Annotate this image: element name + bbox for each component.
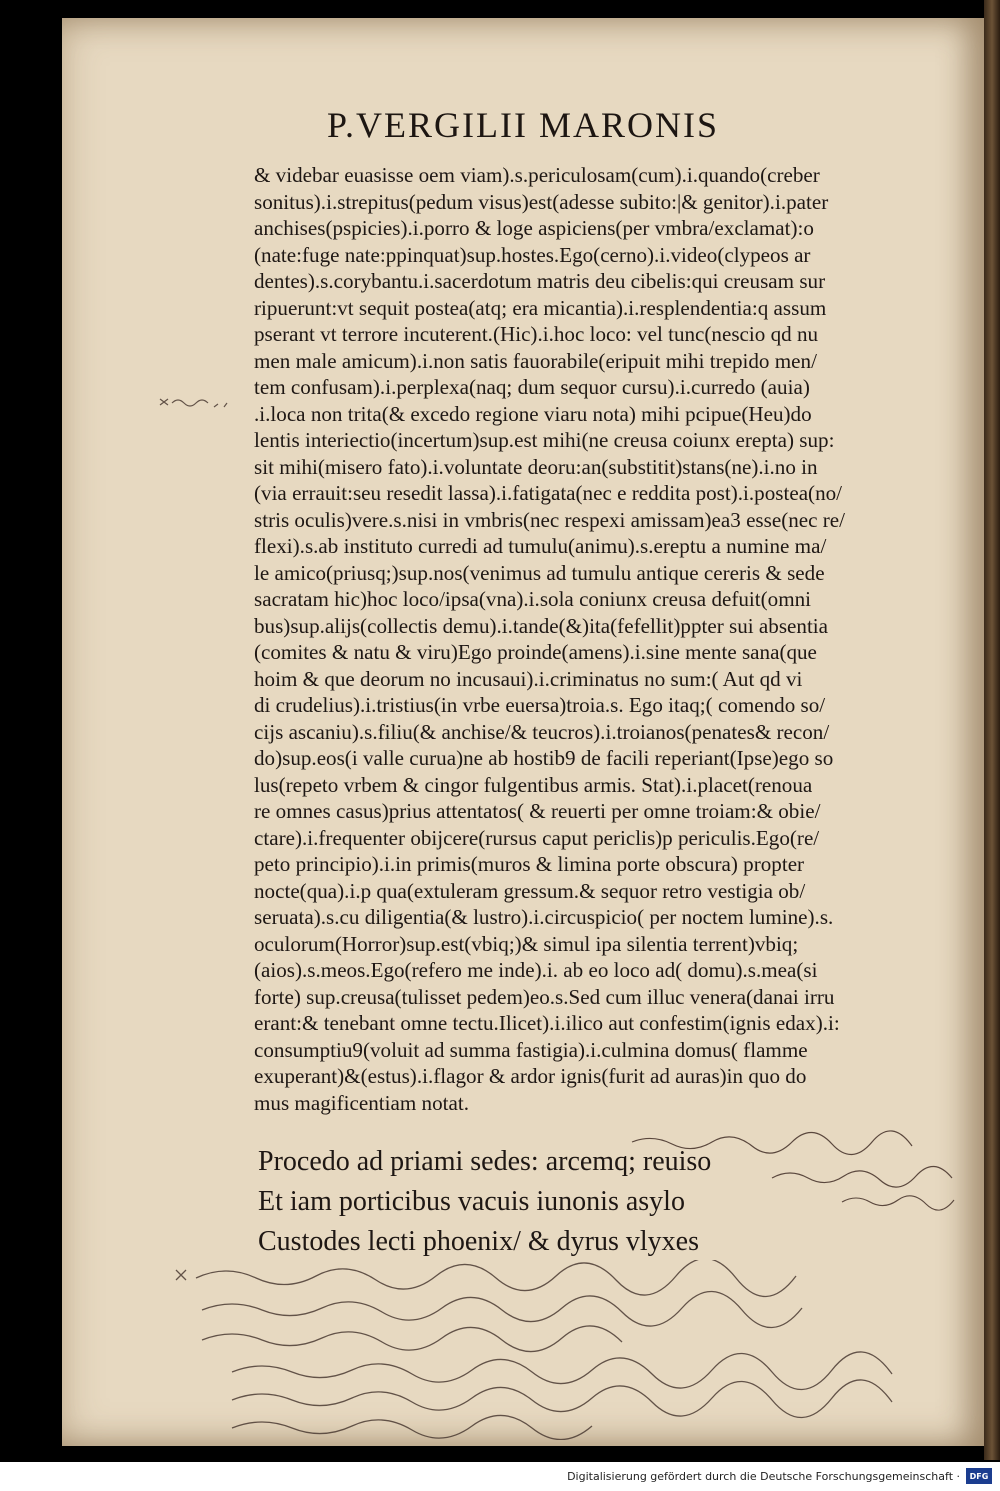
commentary-line: stris oculis)vere.s.nisi in vmbris(nec respexi amissam)ea3 esse(nec re/: [254, 507, 846, 532]
commentary-line: dentes).s.corybantu.i.sacerdotum matris deu cibelis:qui creusam sur: [254, 269, 826, 293]
verse-line: Procedo ad priami sedes: arcemq; reuiso: [258, 1146, 712, 1177]
commentary-line: flexi).s.ab instituto curredi ad tumulu(animu).s.ereptu a numine ma/: [254, 534, 827, 558]
commentary-line: lus(repeto vrbem & cingor fulgentibus armis. Stat).i.placet(renoua: [254, 772, 813, 797]
commentary-line: consumptiu9(voluit ad summa fastigia).i.culmina domus( flamme: [254, 1037, 808, 1062]
commentary-line: anchises(pspicies).i.porro & loge aspiciens(per vmbra/exclamat):o: [254, 216, 814, 240]
footer-credit-text: Digitalisierung gefördert durch die Deutsche Forschungsgemeinschaft ·: [567, 1470, 960, 1483]
commentary-line: pserant vt terrore incuterent.(Hic).i.hoc loco: vel tunc(nescio qd nu: [254, 322, 819, 346]
commentary-line: do)sup.eos(i valle curua)ne ab hostib9 de facili reperiant(Ipse)ego so: [254, 746, 834, 770]
commentary-line: oculorum(Horror)sup.est(vbiq;)& simul ipa silentia terrent)vbiq;: [254, 931, 799, 956]
commentary-line: (nate:fuge nate:ppinquat)sup.hostes.Ego(cerno).i.video(clypeos ar: [254, 242, 811, 267]
commentary-line: peto principio).i.in primis(muros & limina porte obscura) propter: [254, 852, 805, 876]
commentary-line: bus)sup.alijs(collectis demu).i.tande(&)ita(fefellit)ppter sui absentia: [254, 613, 829, 638]
commentary-line: ripuerunt:vt sequit postea(atq; era micantia).i.resplendentia:q assum: [254, 295, 827, 320]
commentary-line: .i.loca non trita(& excedo regione viaru nota) mihi pcipue(Heu)do: [254, 401, 812, 426]
commentary-line: hoim & que deorum no incusaui).i.criminatus no sum:( Aut qd vi: [254, 666, 803, 691]
footer-bar: [0, 1462, 1000, 1491]
commentary-line: erant:& tenebant omne tectu.Ilicet).i.ilico aut confestim(ignis edax).i:: [254, 1011, 840, 1035]
commentary-line: men male amicum).i.non satis fauorabile(eripuit mihi trepido men/: [254, 348, 817, 373]
commentary-line: mus magificentiam notat.: [254, 1090, 469, 1115]
commentary-line: tem confusam).i.perplexa(naq; dum sequor cursu).i.curredo (auia): [254, 375, 810, 399]
commentary-line: sit mihi(misero fato).i.voluntate deoru:an(substitit)stans(ne).i.no in: [254, 454, 818, 479]
dfg-logo: DFG: [966, 1468, 992, 1484]
commentary-line: nocte(qua).i.p qua(extuleram gressum.& sequor retro vestigia ob/: [254, 878, 806, 903]
commentary-line: (comites & natu & viru)Ego proinde(amens).i.sine mente sana(que: [254, 640, 817, 664]
page-header-title: P.VERGILII MARONIS: [326, 105, 719, 145]
commentary-line: lentis interiectio(incertum)sup.est mihi(ne creusa coiunx erepta) sup:: [254, 428, 835, 452]
book-binding-edge: [984, 0, 1000, 1460]
commentary-line: seruata).s.cu diligentia(& lustro).i.circuspicio( per noctem lumine).s.: [254, 905, 834, 929]
commentary-line: re omnes casus)prius attentatos( & reuerti per omne troiam:& obie/: [254, 799, 821, 823]
commentary-text-block: [254, 162, 964, 1116]
commentary-line: & videbar euasisse oem viam).s.periculosam(cum).i.quando(creber: [254, 163, 820, 187]
handwritten-margin-note: [158, 393, 248, 413]
commentary-line: exuperant)&(estus).i.flagor & ardor ignis(furit ad auras)in quo do: [254, 1064, 807, 1088]
book-page: [62, 18, 984, 1446]
commentary-line: sonitus).i.strepitus(pedum visus)est(adesse subito:|& genitor).i.pater: [254, 189, 829, 214]
commentary-line: ctare).i.frequenter obijcere(rursus caput periclis)p periculis.Ego(re/: [254, 825, 820, 850]
verse-line: Custodes lecti phoenix/ & dyrus vlyxes: [258, 1226, 699, 1257]
verse-line: Et iam porticibus vacuis iunonis asylo: [258, 1186, 685, 1217]
handwritten-interlinear-gloss: [622, 1126, 1000, 1216]
commentary-line: cijs ascaniu).s.filiu(& anchise/& teucros).i.troianos(penates& recon/: [254, 719, 830, 744]
handwritten-bottom-notes: [172, 1260, 972, 1440]
commentary-line: di crudelius).i.tristius(in vrbe euersa)troia.s. Ego itaq;( comendo so/: [254, 693, 826, 717]
commentary-line: forte) sup.creusa(tulisset pedem)eo.s.Sed cum illuc venera(danai irru: [254, 984, 835, 1009]
commentary-line: (via errauit:seu resedit lassa).i.fatigata(nec e reddita post).i.postea(no/: [254, 481, 843, 505]
commentary-line: (aios).s.meos.Ego(refero me inde).i. ab eo loco ad( domu).s.mea(si: [254, 958, 818, 982]
commentary-line: le amico(priusq;)sup.nos(venimus ad tumulu antique cereris & sede: [254, 560, 825, 585]
commentary-line: sacratam hic)hoc loco/ipsa(vna).i.sola coniunx creusa defuit(omni: [254, 587, 812, 611]
